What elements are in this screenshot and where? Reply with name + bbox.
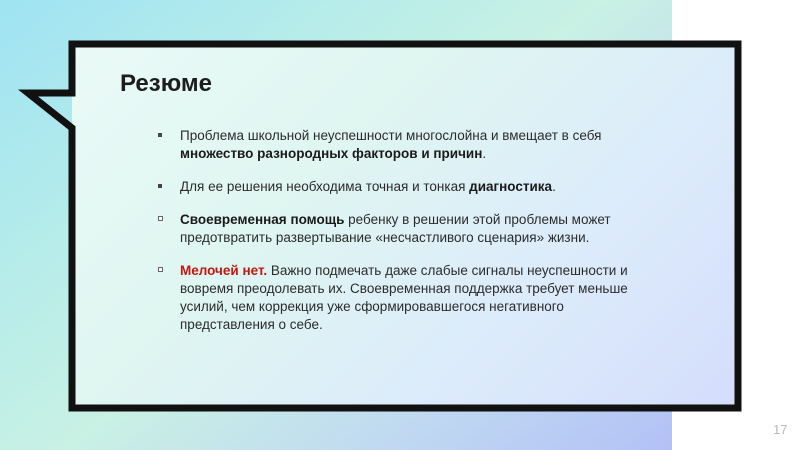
bullet-item [158, 127, 628, 163]
bullet-text: Проблема школьной неуспешности многослойна и вмещает в себя [180, 128, 602, 143]
bullet-marker [158, 184, 162, 188]
bullet-marker [158, 216, 163, 221]
bullet-list [158, 127, 628, 349]
bullet-marker [158, 267, 163, 272]
bullet-text: ребенку в решении этой проблемы может предотвратить развертывание «несчастливого сценария» жизни. [180, 212, 611, 245]
bullet-bold-text: Своевременная помощь [180, 212, 345, 227]
bullet-item [158, 178, 628, 196]
bullet-red-bold-text: Мелочей нет. [180, 263, 268, 278]
bullet-text: Важно подмечать даже слабые сигналы неуспешности и вовремя преодолевать их. Своевременная поддержка требует меньше усилий, чем коррекция уже сформировавшегося негативного представления о себе. [180, 263, 628, 332]
bullet-item [158, 262, 628, 334]
bullet-marker [158, 133, 162, 137]
bullet-bold-text: множество разнородных факторов и причин [180, 146, 483, 161]
page-number: 17 [773, 422, 788, 437]
bullet-item [158, 211, 628, 247]
bullet-text: . [482, 146, 487, 161]
bullet-text: . [552, 179, 556, 194]
slide-title: Резюме [120, 70, 212, 97]
bullet-bold-text: диагностика [469, 179, 553, 194]
bullet-text: Для ее решения необходима точная и тонкая [180, 179, 470, 194]
